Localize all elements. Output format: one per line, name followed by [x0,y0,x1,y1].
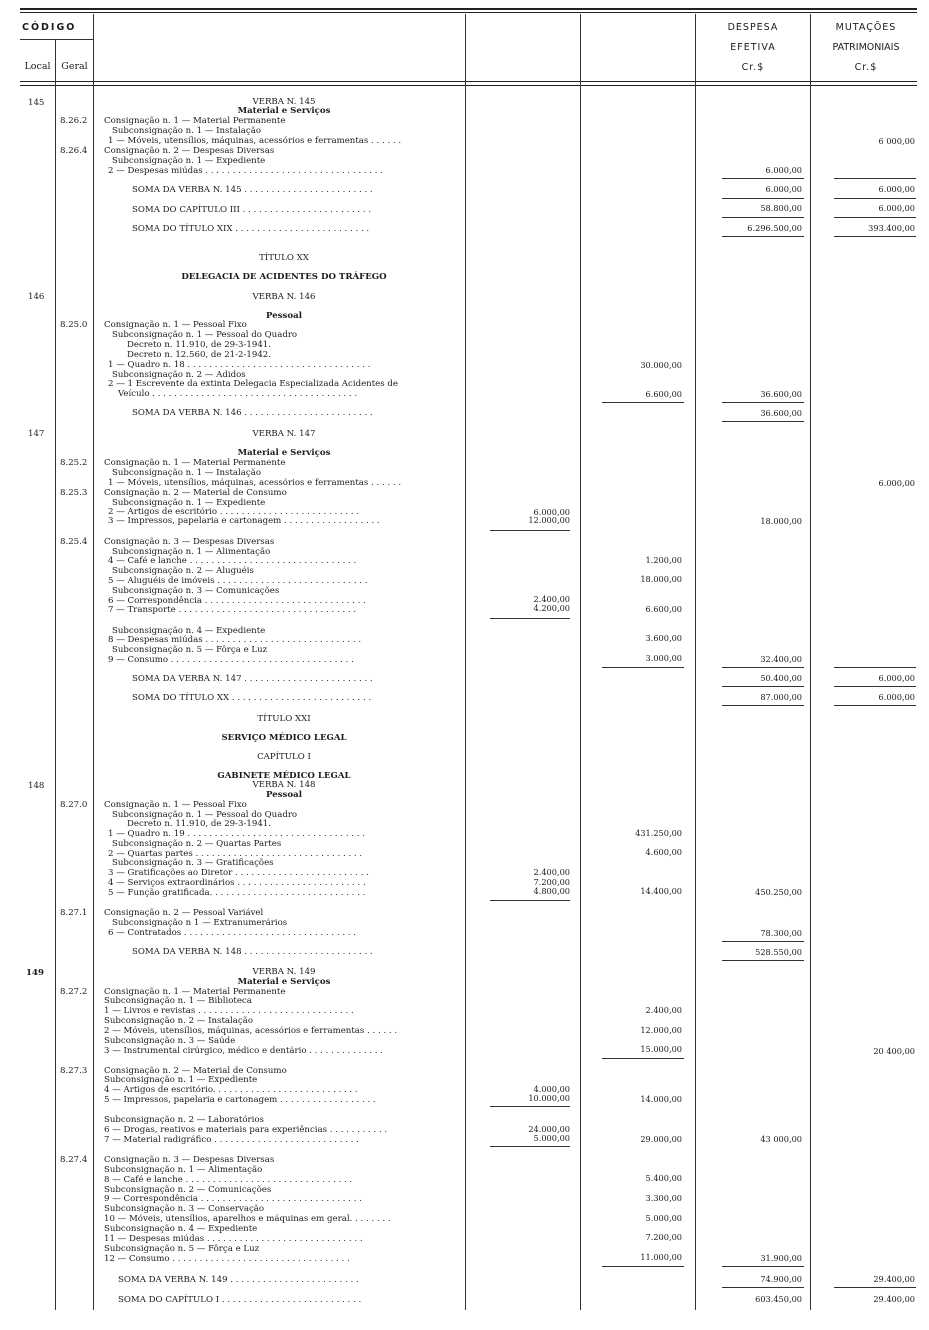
sum-despesa: 528.550,00 [755,947,802,957]
geral-code: 8.27.4 [60,1155,88,1165]
sum-rule [722,178,804,179]
sum-rule [722,1287,804,1288]
sum-mutacao: 29.400,00 [873,1294,915,1304]
line: 7 — Material radigráfico . . . . . . . . . . . . . . . . . . . . . . . . . . . [104,1135,359,1145]
verba-subtitle: Pessoal [266,790,302,800]
line: 6 — Contratados . . . . . . . . . . . . . . . . . . . . . . . . . . . . . . . . [108,928,356,938]
line: Decreto n. 11.910, de 29-3-1941. [127,340,272,350]
amount: 2.400,00 [533,594,570,604]
line: Consignação n. 3 — Despesas Diversas [104,1155,275,1165]
line: 2 — Móveis, utensílios, máquinas, acessórios e ferramentas . . . . . . [104,1026,398,1036]
line: Subconsignação n. 2 — Laboratórios [104,1115,264,1125]
line: Subconsignação n. 2 — Instalação [104,1016,254,1026]
line: Consignação n. 1 — Material Permanente [104,116,286,126]
amount: 4.000,00 [533,1084,570,1094]
efetiva-header: EFETIVA [730,42,776,53]
line: 5 — Aluguéis de imóveis . . . . . . . . . . . . . . . . . . . . . . . . . . . . [108,576,368,586]
codigo-header: CÓDIGO [22,22,77,33]
sum-despesa: 87.000,00 [760,692,802,702]
local-code: 148 [28,781,45,791]
line: 6 — Correspondência . . . . . . . . . . . . . . . . . . . . . . . . . . . . . . [108,596,366,606]
mutacoes-header: MUTAÇÕES [835,22,897,33]
line: 3 — Gratificações ao Diretor . . . . . . . . . . . . . . . . . . . . . . . . . [108,868,369,878]
amount: 3.300,00 [645,1193,682,1203]
amount: 14.400,00 [640,886,682,896]
sum-rule [490,618,570,619]
line: Subconsignação n. 2 — Adidos [112,370,246,380]
amount: 15.000,00 [640,1044,682,1054]
despesa-value: 450.250,00 [755,887,802,897]
mutacoes-currency: Cr.$ [854,62,878,73]
local-header: Local [24,61,51,72]
sum-rule [834,686,916,687]
line: Subconsignação n. 3 — Saúde [104,1036,236,1046]
line: Decreto n. 11.910, de 29-3-1941. [127,819,272,829]
sum-mutacao: 6.000,00 [878,203,915,213]
titulo-heading: TÍTULO XXI [257,714,311,724]
amount: 30.000,00 [640,360,682,370]
line: 5 — Função gratificada. . . . . . . . . . . . . . . . . . . . . . . . . . . . . [108,888,366,898]
sum-rule [602,402,684,403]
despesa-value: 43 000,00 [760,1134,802,1144]
amount: 3.000,00 [645,653,682,663]
sum-rule [490,530,570,531]
verba-subtitle: Pessoal [266,311,302,321]
mutacao-value: 6 000,00 [878,136,915,146]
line: 1 — Livros e revistas . . . . . . . . . . . . . . . . . . . . . . . . . . . . . [104,1006,354,1016]
col-rule-geral [93,14,94,1310]
line: 4 — Serviços extraordinários . . . . . . . . . . . . . . . . . . . . . . . . [108,878,366,888]
sum-rule [602,667,684,668]
mutacao-value: 6.000,00 [878,478,915,488]
amount: 7.200,00 [533,877,570,887]
line: 4 — Café e lanche . . . . . . . . . . . . . . . . . . . . . . . . . . . . . . . [108,556,357,566]
line: 8 — Despesas miúdas . . . . . . . . . . . . . . . . . . . . . . . . . . . . . [108,635,362,645]
line: 8 — Café e lanche . . . . . . . . . . . . . . . . . . . . . . . . . . . . . . . [104,1175,353,1185]
line: Subconsignação n. 1 — Alimentação [112,547,271,557]
sum-despesa: 50.400,00 [760,673,802,683]
despesa-value: 36.600,00 [760,389,802,399]
sum-label: SOMA DA VERBA N. 147 . . . . . . . . . . . . . . . . . . . . . . . . [132,674,373,684]
verba-heading: VERBA N. 148 [252,780,316,790]
line: 4 — Artigos de escritório. . . . . . . . . . . . . . . . . . . . . . . . . . . [104,1085,358,1095]
sum-rule [722,705,804,706]
header-bottom-rule [20,81,917,82]
sum-label: SOMA DO CAPÍTULO I . . . . . . . . . . . . . . . . . . . . . . . . . . [118,1295,362,1305]
sum-label: SOMA DO CAPÍTULO III . . . . . . . . . . . . . . . . . . . . . . . . [132,205,372,215]
amount: 4.200,00 [533,603,570,613]
line: Consignação n. 2 — Despesas Diversas [104,146,275,156]
verba-heading: VERBA N. 146 [252,292,316,302]
line: 2 — Quartas partes . . . . . . . . . . . . . . . . . . . . . . . . . . . . . . . [108,849,363,859]
sum-despesa: 58.800,00 [760,203,802,213]
despesa-currency: Cr.$ [741,62,765,73]
line: Consignação n. 2 — Material de Consumo [104,1066,287,1076]
amount: 6.600,00 [645,604,682,614]
line: Subconsignação n. 5 — Fôrça e Luz [112,645,268,655]
sum-rule [834,217,916,218]
line: Subconsignação n. 3 — Comunicações [112,586,280,596]
amount: 11.000,00 [640,1252,682,1262]
line: Subconsignação n. 1 — Alimentação [104,1165,263,1175]
amount: 6.600,00 [645,389,682,399]
line: Subconsignação n. 1 — Pessoal do Quadro [112,810,298,820]
line: Subconsignação n. 3 — Conservação [104,1204,265,1214]
geral-code: 8.25.3 [60,488,88,498]
verba-subtitle: Material e Serviços [237,106,331,116]
line: Subconsignação n. 5 — Fôrça e Luz [104,1244,260,1254]
sum-mutacao: 29.400,00 [873,1274,915,1284]
patrimoniais-header: PATRIMONIAIS [832,42,900,53]
sum-rule [834,236,916,237]
sum-despesa: 6.000,00 [765,184,802,194]
line: Consignação n. 3 — Despesas Diversas [104,537,275,547]
verba-subtitle: Material e Serviços [237,977,331,987]
line: 1 — Móveis, utensílios, máquinas, acessórios e ferramentas . . . . . . [108,136,402,146]
verba-heading: VERBA N. 145 [252,97,316,107]
sum-rule [490,1106,570,1107]
geral-code: 8.27.1 [60,908,88,918]
sum-rule [834,705,916,706]
sum-rule [490,900,570,901]
line: 11 — Despesas miúdas . . . . . . . . . . . . . . . . . . . . . . . . . . . . . [104,1234,363,1244]
amount: 4.600,00 [645,847,682,857]
sum-label: SOMA DA VERBA N. 145 . . . . . . . . . . . . . . . . . . . . . . . . [132,185,373,195]
sum-despesa: 36.600,00 [760,408,802,418]
local-code: 146 [28,292,45,302]
amount: 4.800,00 [533,886,570,896]
line: 2 — Despesas miúdas . . . . . . . . . . . . . . . . . . . . . . . . . . . . . . . . . [108,166,383,176]
sum-despesa: 74.900,00 [760,1274,802,1284]
sum-label: SOMA DO TÍTULO XIX . . . . . . . . . . . . . . . . . . . . . . . . . [132,224,370,234]
amount: 6.000,00 [533,507,570,517]
line: Subconsignação n. 3 — Gratificações [112,858,274,868]
sum-mutacao: 6.000,00 [878,673,915,683]
sum-rule [602,1058,684,1059]
line: Subconsignação n. 4 — Expediente [112,626,266,636]
col-rule-text [465,14,466,1310]
line: Subconsignação n. 2 — Quartas Partes [112,839,282,849]
amount: 431.250,00 [635,828,682,838]
line: Subconsignação n. 1 — Biblioteca [104,996,252,1006]
amount: 24.000,00 [528,1124,570,1134]
sum-mutacao: 6.000,00 [878,692,915,702]
amount: 12.000,00 [640,1025,682,1035]
sum-mutacao: 6.000,00 [878,184,915,194]
local-code: 149 [26,968,44,978]
line: Subconsignação n. 1 — Expediente [112,498,266,508]
line: 7 — Transporte . . . . . . . . . . . . . . . . . . . . . . . . . . . . . . . . . [108,605,357,615]
sum-rule [834,667,916,668]
sum-despesa: 603.450,00 [755,1294,802,1304]
sum-rule [834,198,916,199]
sum-label: SOMA DO TÍTULO XX . . . . . . . . . . . . . . . . . . . . . . . . . . [132,693,372,703]
line: 1 — Quadro n. 19 . . . . . . . . . . . . . . . . . . . . . . . . . . . . . . . . . [108,829,365,839]
sum-label: SOMA DA VERBA N. 146 . . . . . . . . . . . . . . . . . . . . . . . . [132,408,373,418]
despesa-value: 18.000,00 [760,516,802,526]
col-rule-a [580,14,581,1310]
geral-code: 8.25.2 [60,458,88,468]
line: Decreto n. 12.560, de 21-2-1942. [127,350,272,360]
amount: 18.000,00 [640,574,682,584]
amount: 14.000,00 [640,1094,682,1104]
col-rule-c [810,14,811,1310]
amount: 1.200,00 [645,555,682,565]
codigo-divider [20,39,93,40]
local-code: 147 [28,429,45,439]
line: 5 — Impressos, papelaria e cartonagem . . . . . . . . . . . . . . . . . . [104,1095,376,1105]
sum-rule [834,178,916,179]
line: 9 — Correspondência . . . . . . . . . . . . . . . . . . . . . . . . . . . . . . [104,1194,362,1204]
sum-rule [722,217,804,218]
verba-subtitle: Material e Serviços [237,448,331,458]
line: 1 — Quadro n. 18 . . . . . . . . . . . . . . . . . . . . . . . . . . . . . . . . . . [108,360,371,370]
sum-rule [722,667,804,668]
line: Consignação n. 1 — Material Permanente [104,458,286,468]
top-rule-thin [20,12,917,13]
line: Subconsignação n. 2 — Comunicações [104,1185,272,1195]
line: 3 — Instrumental cirúrgico, médico e dentário . . . . . . . . . . . . . . [104,1046,384,1056]
despesa-value: 78.300,00 [760,928,802,938]
line: 12 — Consumo . . . . . . . . . . . . . . . . . . . . . . . . . . . . . . . . . [104,1254,350,1264]
line: 9 — Consumo . . . . . . . . . . . . . . . . . . . . . . . . . . . . . . . . . . [108,655,354,665]
line: Subconsignação n. 1 — Pessoal do Quadro [112,330,298,340]
sum-rule [722,198,804,199]
geral-code: 8.26.2 [60,116,88,126]
amount: 2.400,00 [533,867,570,877]
sum-despesa: 6.296.500,00 [747,223,802,233]
section-heading: GABINETE MÉDICO LEGAL [217,771,351,781]
amount: 7.200,00 [645,1232,682,1242]
section-heading: SERVIÇO MÉDICO LEGAL [221,733,347,743]
line: 6 — Drogas, reativos e materiais para experiências . . . . . . . . . . . [104,1125,388,1135]
line: Subconsignação n 1 — Extranumerários [112,918,288,928]
top-rule [20,8,917,10]
verba-heading: VERBA N. 149 [252,967,316,977]
line: Consignação n. 2 — Pessoal Variável [104,908,264,918]
despesa-value: 6.000,00 [765,165,802,175]
sum-label: SOMA DA VERBA N. 148 . . . . . . . . . . . . . . . . . . . . . . . . [132,947,373,957]
line: 2 — 1 Escrevente da extinta Delegacia Especializada Acidentes de [108,379,398,389]
sum-rule [722,960,804,961]
mutacao-value: 20 400,00 [873,1046,915,1056]
titulo-heading: TÍTULO XX [259,253,309,263]
sum-rule [722,1266,804,1267]
line: Consignação n. 1 — Pessoal Fixo [104,320,247,330]
sum-label: SOMA DA VERBA N. 149 . . . . . . . . . . . . . . . . . . . . . . . . [118,1275,359,1285]
amount: 2.400,00 [645,1005,682,1015]
line: 2 — Artigos de escritório . . . . . . . . . . . . . . . . . . . . . . . . . . [108,507,360,517]
line: Subconsignação n. 4 — Expediente [104,1224,258,1234]
sum-rule [722,402,804,403]
section-heading: DELEGACIA DE ACIDENTES DO TRÁFEGO [181,272,387,282]
geral-code: 8.27.3 [60,1066,88,1076]
sum-rule [490,1146,570,1147]
geral-code: 8.25.0 [60,320,88,330]
sum-rule [722,236,804,237]
amount: 5.400,00 [645,1173,682,1183]
line: 1 — Móveis, utensílios, máquinas, acessórios e ferramentas . . . . . . [108,478,402,488]
local-code: 145 [28,98,45,108]
geral-code: 8.27.0 [60,800,88,810]
sum-rule [834,1287,916,1288]
sum-mutacao: 393.400,00 [868,223,915,233]
line: Subconsignação n. 1 — Expediente [112,156,266,166]
amount: 12.000,00 [528,515,570,525]
amount: 5.000,00 [533,1133,570,1143]
line: Consignação n. 2 — Material de Consumo [104,488,287,498]
line: Subconsignação n. 1 — Instalação [112,126,262,136]
sum-rule [602,1266,684,1267]
line: 10 — Móveis, utensílios, aparelhos e máquinas em geral. . . . . . . . [104,1214,391,1224]
amount: 3.600,00 [645,633,682,643]
amount: 29.000,00 [640,1134,682,1144]
col-rule-b [695,14,696,1310]
line: Subconsignação n. 2 — Aluguéis [112,566,254,576]
line: Consignação n. 1 — Pessoal Fixo [104,800,247,810]
line: Veículo . . . . . . . . . . . . . . . . . . . . . . . . . . . . . . . . . . . . . . [118,389,358,399]
amount: 10.000,00 [528,1093,570,1103]
verba-heading: VERBA N. 147 [252,429,316,439]
amount: 5.000,00 [645,1213,682,1223]
capitulo-heading: CAPÍTULO I [257,752,311,762]
geral-code: 8.25.4 [60,537,88,547]
sum-rule [722,421,804,422]
geral-code: 8.26.4 [60,146,88,156]
geral-code: 8.27.2 [60,987,88,997]
geral-header: Geral [61,61,88,72]
line: Consignação n. 1 — Material Permanente [104,987,286,997]
despesa-value: 32.400,00 [760,654,802,664]
line: Subconsignação n. 1 — Expediente [104,1075,258,1085]
sum-rule [722,941,804,942]
despesa-header: DESPESA [727,22,779,33]
sum-rule [722,686,804,687]
line: Subconsignação n. 1 — Instalação [112,468,262,478]
header-bottom-rule-2 [20,85,917,86]
despesa-value: 31.900,00 [760,1253,802,1263]
col-rule-local [55,39,56,1310]
line: 3 — Impressos, papelaria e cartonagem . . . . . . . . . . . . . . . . . . [108,516,380,526]
